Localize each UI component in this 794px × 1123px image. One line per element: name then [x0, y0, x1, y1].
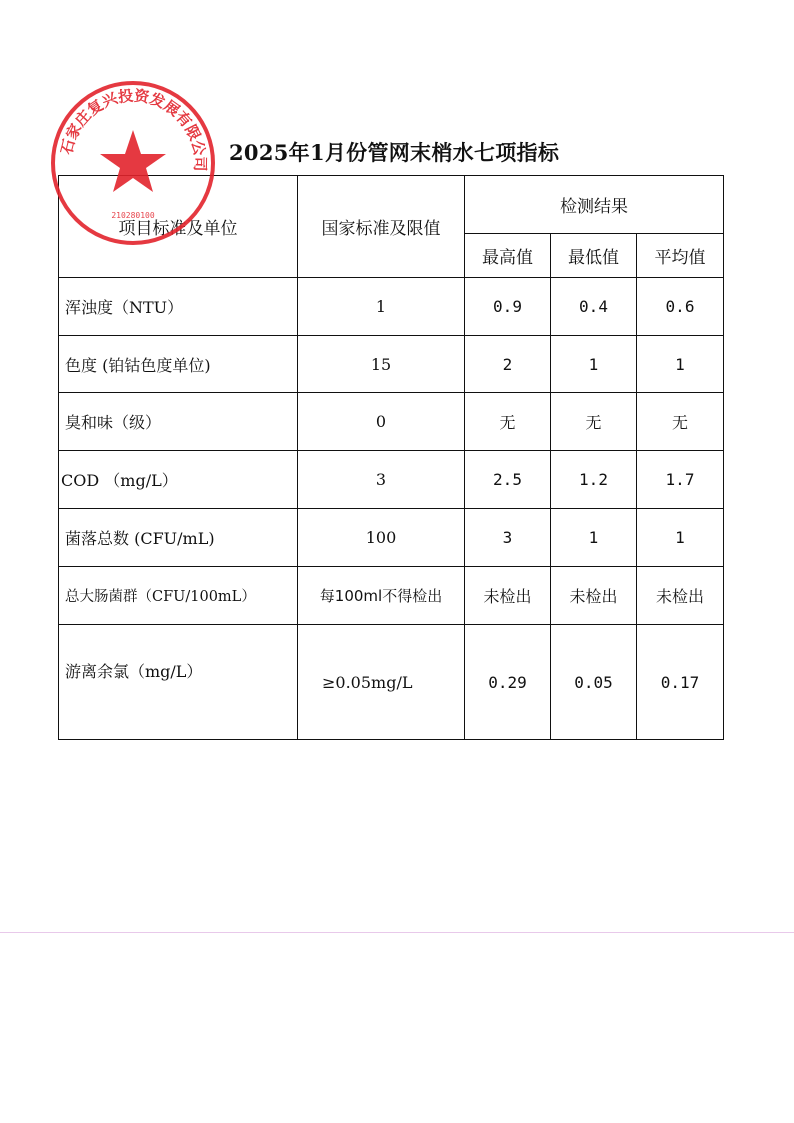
row-max: 3: [465, 509, 551, 567]
row-min: 未检出: [551, 567, 637, 625]
row-limit: 0: [298, 393, 465, 451]
header-results: 检测结果: [465, 176, 724, 234]
row-limit: 每100ml不得检出: [298, 567, 465, 625]
row-max: 0.9: [465, 278, 551, 336]
row-min: 无: [551, 393, 637, 451]
row-max: 未检出: [465, 567, 551, 625]
row-min: 1: [551, 509, 637, 567]
row-avg: 0.17: [637, 625, 724, 740]
row-min: 1.2: [551, 451, 637, 509]
water-quality-table: [58, 175, 724, 740]
row-min: 0.4: [551, 278, 637, 336]
seal-text: 石家庄复兴投资发展有限公司: [57, 86, 210, 172]
row-max: 2: [465, 336, 551, 393]
row-name: 浑浊度（NTU）: [59, 278, 298, 336]
page-divider: [0, 932, 794, 933]
page-title: 2025年1月份管网末梢水七项指标: [229, 140, 560, 165]
row-limit: 1: [298, 278, 465, 336]
row-max: 2.5: [465, 451, 551, 509]
row-avg: 1: [637, 336, 724, 393]
row-avg: 1: [637, 509, 724, 567]
row-avg: 1.7: [637, 451, 724, 509]
row-limit: ≥0.05mg/L: [298, 625, 465, 740]
row-max: 0.29: [465, 625, 551, 740]
header-national: 国家标准及限值: [298, 176, 465, 278]
header-max: 最高值: [465, 234, 551, 278]
row-name: 游离余氯（mg/L）: [59, 625, 298, 740]
row-min: 0.05: [551, 625, 637, 740]
row-limit: 15: [298, 336, 465, 393]
table-row: [59, 509, 724, 567]
table-row: [59, 451, 724, 509]
row-max: 无: [465, 393, 551, 451]
row-avg: 无: [637, 393, 724, 451]
row-name: 色度 (铂钴色度单位): [59, 336, 298, 393]
table-row: [59, 336, 724, 393]
header-avg: 平均值: [637, 234, 724, 278]
row-min: 1: [551, 336, 637, 393]
row-name: 总大肠菌群（CFU/100mL）: [59, 567, 298, 625]
row-name: COD （mg/L）: [59, 451, 298, 509]
table-row: [59, 567, 724, 625]
svg-text:石家庄复兴投资发展有限公司: [57, 87, 209, 172]
row-limit: 3: [298, 451, 465, 509]
table-row: [59, 278, 724, 336]
row-name: 臭和味（级）: [59, 393, 298, 451]
table-row: [59, 625, 724, 740]
row-name: 菌落总数 (CFU/mL): [59, 509, 298, 567]
header-min: 最低值: [551, 234, 637, 278]
row-avg: 0.6: [637, 278, 724, 336]
header-item: 项目标准及单位: [59, 176, 298, 278]
seal-number: 210280100: [111, 211, 155, 220]
table-row: [59, 393, 724, 451]
row-avg: 未检出: [637, 567, 724, 625]
row-limit: 100: [298, 509, 465, 567]
